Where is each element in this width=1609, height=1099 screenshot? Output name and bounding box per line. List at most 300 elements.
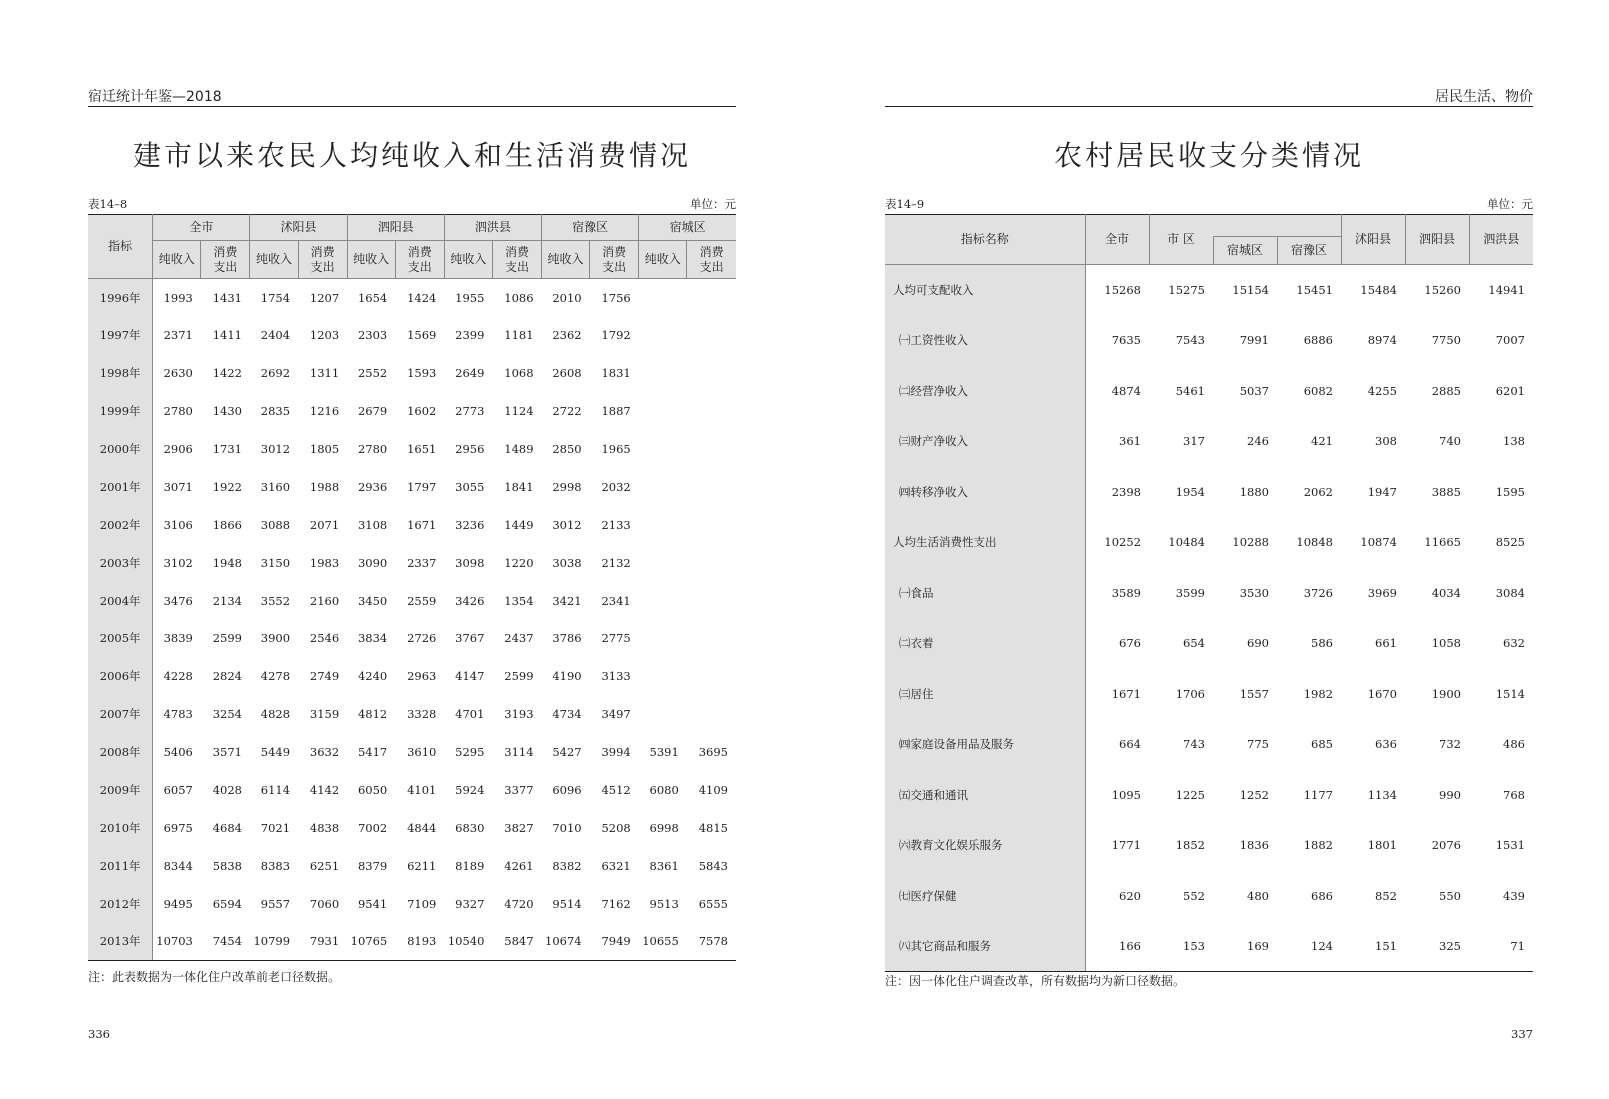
value-cell: 3599	[1175, 585, 1205, 600]
value-cell: 1852	[1175, 838, 1205, 853]
value-cell: 6114	[260, 783, 291, 798]
table-row	[885, 820, 1533, 871]
table-row	[885, 871, 1533, 922]
value-cell: 7635	[1111, 333, 1141, 348]
value-cell: 743	[1183, 737, 1205, 752]
value-cell: 3476	[163, 593, 193, 608]
value-cell: 1947	[1367, 484, 1397, 499]
value-cell: 1354	[504, 593, 534, 608]
value-cell: 1225	[1175, 787, 1205, 802]
table-row	[88, 354, 736, 392]
value-cell: 4720	[504, 896, 534, 911]
value-cell: 6211	[407, 858, 437, 873]
value-cell: 2885	[1431, 383, 1461, 398]
value-cell	[687, 279, 736, 317]
value-cell: 1754	[260, 290, 291, 305]
value-cell: 5461	[1175, 383, 1205, 398]
value-cell: 3839	[163, 631, 193, 646]
value-cell: 10288	[1232, 535, 1269, 550]
value-cell: 1651	[407, 442, 437, 456]
value-cell: 2824	[212, 669, 242, 684]
value-cell: 3497	[601, 707, 631, 722]
table-row	[885, 568, 1533, 619]
value-cell: 1792	[601, 328, 631, 343]
value-cell: 8344	[163, 858, 193, 873]
indicator-cell: ㈠工资性收入	[885, 315, 1085, 366]
region-header: 宿城区	[639, 215, 736, 241]
value-cell: 2835	[260, 404, 291, 419]
table-row	[88, 620, 736, 658]
value-cell: 1411	[212, 328, 242, 343]
value-cell: 3571	[212, 745, 242, 760]
table-code-left: 表14–8	[88, 197, 128, 211]
subheader-spending: 消费支出	[201, 241, 250, 279]
value-cell: 1965	[601, 442, 631, 456]
table-row	[885, 366, 1533, 417]
indicator-name-header: 指标名称	[885, 215, 1085, 265]
value-cell: 2559	[407, 593, 437, 608]
value-cell: 1220	[504, 555, 534, 570]
value-cell: 1706	[1175, 686, 1205, 701]
value-cell: 4278	[260, 669, 291, 684]
value-cell: 361	[1119, 434, 1141, 449]
value-cell: 308	[1375, 434, 1397, 449]
value-cell: 8189	[455, 858, 485, 873]
value-cell: 1430	[212, 404, 242, 419]
value-cell: 7007	[1495, 333, 1525, 348]
year-cell: 2004年	[88, 582, 153, 620]
value-cell: 7931	[298, 923, 347, 961]
value-cell: 2936	[357, 479, 388, 494]
year-cell: 1999年	[88, 392, 153, 430]
value-cell: 2722	[552, 404, 582, 419]
table-row	[88, 695, 736, 733]
value-cell: 3090	[357, 555, 388, 570]
value-cell: 1181	[504, 328, 534, 343]
value-cell: 1058	[1431, 636, 1461, 651]
value-cell: 10799	[250, 923, 298, 961]
value-cell: 9513	[649, 896, 679, 911]
value-cell: 4812	[357, 707, 388, 722]
value-cell: 6975	[163, 820, 193, 835]
table-row	[88, 657, 736, 695]
value-cell	[639, 582, 687, 620]
value-cell	[687, 582, 736, 620]
value-cell: 685	[1311, 737, 1333, 752]
value-cell: 2956	[455, 442, 485, 456]
value-cell: 1671	[1111, 686, 1141, 701]
table-note-right: 注：因一体化住户调查改革，所有数据均为新口径数据。	[885, 974, 1186, 988]
value-cell: 1993	[163, 290, 193, 305]
table-row	[88, 506, 736, 544]
value-cell	[687, 392, 736, 430]
table-row	[885, 719, 1533, 770]
value-cell: 1866	[212, 517, 242, 532]
value-cell: 10874	[1360, 535, 1397, 550]
value-cell: 2371	[163, 328, 193, 343]
value-cell: 3160	[260, 479, 291, 494]
value-cell: 5208	[601, 820, 631, 835]
value-cell: 1654	[357, 290, 388, 305]
value-cell: 1948	[212, 555, 242, 570]
value-cell: 3450	[357, 593, 388, 608]
value-cell	[639, 468, 687, 506]
value-cell: 3236	[455, 517, 485, 532]
value-cell: 654	[1183, 636, 1205, 651]
table-row	[88, 733, 736, 771]
value-cell: 4828	[260, 707, 291, 722]
value-cell: 7543	[1175, 333, 1205, 348]
value-cell: 3767	[455, 631, 485, 646]
value-cell: 1955	[455, 290, 485, 305]
value-cell: 775	[1247, 737, 1269, 752]
year-cell: 2009年	[88, 771, 153, 809]
value-cell: 3071	[163, 479, 193, 494]
value-cell: 1068	[504, 366, 534, 381]
indicator-cell: ㈣转移净收入	[885, 467, 1085, 518]
value-cell: 2341	[601, 593, 631, 608]
table-row	[88, 430, 736, 468]
value-cell: 1134	[1367, 787, 1397, 802]
value-cell: 4240	[357, 669, 388, 684]
value-cell: 4874	[1111, 383, 1141, 398]
value-cell: 4190	[552, 669, 582, 684]
table-row	[885, 416, 1533, 467]
value-cell: 8974	[1367, 333, 1397, 348]
subheader-income: 纯收入	[347, 241, 395, 279]
value-cell: 7750	[1431, 333, 1461, 348]
value-cell: 317	[1183, 434, 1205, 449]
value-cell: 15451	[1296, 283, 1333, 297]
value-cell	[639, 430, 687, 468]
indicator-cell: ㈥教育文化娱乐服务	[885, 820, 1085, 871]
value-cell: 686	[1311, 888, 1333, 903]
value-cell: 4684	[212, 820, 242, 835]
value-cell: 2773	[455, 404, 485, 419]
value-cell: 661	[1375, 636, 1397, 651]
value-cell: 7002	[357, 820, 388, 835]
value-cell: 2160	[309, 593, 340, 608]
value-cell: 2062	[1303, 484, 1333, 499]
value-cell: 636	[1375, 737, 1397, 752]
value-cell: 1424	[407, 290, 437, 305]
value-cell: 7109	[407, 896, 437, 911]
value-cell: 8193	[395, 923, 444, 961]
value-cell: 2437	[504, 631, 534, 646]
value-cell: 439	[1503, 888, 1525, 903]
value-cell: 6830	[455, 820, 485, 835]
value-cell	[639, 279, 687, 317]
value-cell	[687, 544, 736, 582]
table-title-left: 建市以来农民人均纯收入和生活消费情况	[132, 139, 691, 172]
left-page	[88, 0, 736, 1099]
whole-city-header: 全市	[1085, 215, 1149, 265]
value-cell: 1203	[309, 328, 340, 343]
value-cell: 151	[1341, 921, 1405, 972]
indicator-cell: ㈢财产净收入	[885, 416, 1085, 467]
value-cell: 7162	[601, 896, 631, 911]
value-cell: 2132	[601, 555, 631, 570]
value-cell: 1595	[1495, 484, 1525, 499]
value-cell: 3098	[455, 555, 485, 570]
page-number-left: 336	[88, 1027, 110, 1041]
value-cell: 2679	[357, 404, 388, 419]
value-cell: 6096	[552, 783, 582, 798]
value-cell: 3632	[309, 745, 340, 760]
value-cell: 4815	[698, 820, 728, 835]
value-cell: 1841	[504, 479, 534, 494]
subheader-income: 纯收入	[542, 241, 590, 279]
value-cell: 1887	[601, 404, 631, 419]
value-cell: 2726	[407, 631, 437, 646]
table-row	[885, 770, 1533, 821]
value-cell: 7060	[309, 896, 340, 911]
year-cell: 2011年	[88, 847, 153, 885]
value-cell: 3055	[455, 479, 485, 494]
value-cell: 5391	[649, 745, 679, 760]
value-cell: 1771	[1111, 838, 1141, 853]
value-cell: 3193	[504, 707, 534, 722]
value-cell: 138	[1503, 434, 1525, 449]
rural-income-expenditure-table	[885, 214, 1533, 972]
value-cell: 2749	[309, 669, 340, 684]
value-cell: 9557	[260, 896, 291, 911]
value-cell: 664	[1119, 737, 1141, 752]
value-cell: 1801	[1367, 838, 1397, 853]
value-cell: 1983	[309, 555, 340, 570]
subheader-spending: 消费支出	[395, 241, 444, 279]
table-row	[88, 316, 736, 354]
value-cell: 7010	[552, 820, 582, 835]
table-row	[88, 544, 736, 582]
value-cell: 632	[1503, 636, 1525, 651]
value-cell: 3827	[504, 820, 534, 835]
value-cell: 2608	[552, 366, 582, 381]
value-cell: 1671	[407, 517, 437, 532]
value-cell: 4734	[552, 707, 582, 722]
table-row	[885, 669, 1533, 720]
value-cell: 2692	[260, 366, 291, 381]
value-cell: 3695	[698, 745, 728, 760]
value-cell: 2775	[601, 631, 631, 646]
subheader-spending: 消费支出	[492, 241, 541, 279]
value-cell: 3589	[1111, 585, 1141, 600]
value-cell: 3530	[1239, 585, 1269, 600]
value-cell: 486	[1503, 737, 1525, 752]
value-cell	[687, 354, 736, 392]
value-cell: 8525	[1495, 535, 1525, 550]
right-page	[885, 0, 1533, 1099]
table-row	[88, 771, 736, 809]
value-cell: 2010	[552, 290, 582, 305]
value-cell	[639, 354, 687, 392]
income-consumption-table	[88, 214, 736, 961]
value-cell: 3159	[309, 707, 340, 722]
value-cell	[687, 695, 736, 733]
value-cell: 1514	[1495, 686, 1525, 701]
value-cell: 3426	[455, 593, 485, 608]
value-cell: 3088	[260, 517, 291, 532]
value-cell: 4142	[309, 783, 340, 798]
value-cell: 8379	[357, 858, 388, 873]
value-cell: 852	[1375, 888, 1397, 903]
table-unit-left: 单位：元	[690, 197, 736, 211]
value-cell: 1756	[601, 290, 631, 305]
value-cell	[639, 506, 687, 544]
year-cell: 2010年	[88, 809, 153, 847]
value-cell: 550	[1439, 888, 1461, 903]
value-cell: 10540	[444, 923, 492, 961]
value-cell: 4701	[455, 707, 485, 722]
value-cell: 10484	[1168, 535, 1205, 550]
value-cell: 1086	[504, 290, 534, 305]
value-cell: 3012	[552, 517, 582, 532]
value-cell: 5417	[357, 745, 388, 760]
value-cell: 421	[1311, 434, 1333, 449]
value-cell: 7949	[590, 923, 639, 961]
value-cell: 2032	[601, 479, 631, 494]
value-cell: 4783	[163, 707, 193, 722]
value-cell: 1124	[504, 404, 534, 419]
value-cell: 2404	[260, 328, 291, 343]
table-row	[88, 885, 736, 923]
value-cell: 8382	[552, 858, 582, 873]
subheader-spending: 消费支出	[590, 241, 639, 279]
year-cell: 1997年	[88, 316, 153, 354]
table-row	[885, 517, 1533, 568]
value-cell: 5037	[1239, 383, 1269, 398]
value-cell: 2599	[212, 631, 242, 646]
value-cell: 4512	[601, 783, 631, 798]
value-cell: 2599	[504, 669, 534, 684]
value-cell: 2630	[163, 366, 193, 381]
year-cell: 2005年	[88, 620, 153, 658]
value-cell: 2398	[1111, 484, 1141, 499]
value-cell: 3726	[1303, 585, 1333, 600]
value-cell: 3421	[552, 593, 582, 608]
value-cell: 2134	[212, 593, 242, 608]
year-cell: 2008年	[88, 733, 153, 771]
value-cell: 1449	[504, 517, 534, 532]
value-cell: 7454	[201, 923, 250, 961]
value-cell: 124	[1277, 921, 1341, 972]
value-cell	[687, 620, 736, 658]
indicator-cell: ㈤交通和通讯	[885, 770, 1085, 821]
indicator-cell: ㈢居住	[885, 669, 1085, 720]
value-cell: 10252	[1104, 535, 1141, 550]
value-cell: 2780	[163, 404, 193, 419]
table-unit-right: 单位：元	[1487, 197, 1533, 211]
table-title-right: 农村居民收支分类情况	[1053, 139, 1364, 172]
value-cell: 1422	[212, 366, 242, 381]
indicator-cell: ㈠食品	[885, 568, 1085, 619]
value-cell: 8361	[649, 858, 679, 873]
indicator-cell: ㈦医疗保健	[885, 871, 1085, 922]
value-cell: 1982	[1303, 686, 1333, 701]
value-cell: 9514	[552, 896, 582, 911]
value-cell: 1670	[1367, 686, 1397, 701]
value-cell: 690	[1247, 636, 1269, 651]
value-cell: 15154	[1232, 283, 1269, 297]
value-cell: 3786	[552, 631, 582, 646]
value-cell: 3133	[601, 669, 631, 684]
value-cell: 3114	[504, 745, 534, 760]
value-cell: 3900	[260, 631, 291, 646]
page-number-right: 337	[1511, 1027, 1533, 1041]
subheader-income: 纯收入	[153, 241, 201, 279]
value-cell: 3102	[163, 555, 193, 570]
value-cell: 246	[1247, 434, 1269, 449]
year-cell: 2002年	[88, 506, 153, 544]
value-cell: 9327	[455, 896, 485, 911]
value-cell: 10655	[639, 923, 687, 961]
running-head-left: 宿迁统计年鉴—2018	[88, 86, 736, 107]
value-cell: 6555	[698, 896, 728, 911]
region-header: 沭阳县	[250, 215, 347, 241]
value-cell: 1593	[407, 366, 437, 381]
value-cell: 1797	[407, 479, 437, 494]
table-row	[88, 582, 736, 620]
value-cell: 7021	[260, 820, 291, 835]
value-cell: 5843	[698, 858, 728, 873]
value-cell: 4228	[163, 669, 193, 684]
table-code-right: 表14–9	[885, 197, 925, 211]
value-cell: 6321	[601, 858, 631, 873]
value-cell: 4838	[309, 820, 340, 835]
value-cell: 3885	[1431, 484, 1461, 499]
indicator-cell: 人均可支配收入	[885, 265, 1085, 316]
value-cell: 2546	[309, 631, 340, 646]
table-meta-left	[88, 196, 736, 212]
value-cell: 2780	[357, 442, 388, 456]
value-cell: 6998	[649, 820, 679, 835]
value-cell: 2303	[357, 328, 388, 343]
year-cell: 2006年	[88, 657, 153, 695]
region-header: 泗洪县	[444, 215, 541, 241]
value-cell: 6251	[309, 858, 340, 873]
year-cell: 2013年	[88, 923, 153, 961]
value-cell: 3834	[357, 631, 388, 646]
region-header: 全市	[153, 215, 250, 241]
sucheng-header: 宿城区	[1213, 237, 1277, 265]
table-row	[88, 392, 736, 430]
value-cell: 676	[1119, 636, 1141, 651]
table-row	[88, 468, 736, 506]
value-cell: 5427	[552, 745, 582, 760]
value-cell: 1311	[309, 366, 340, 381]
value-cell: 6082	[1303, 383, 1333, 398]
value-cell: 6057	[163, 783, 193, 798]
value-cell: 3552	[260, 593, 291, 608]
value-cell: 8383	[260, 858, 291, 873]
subheader-income: 纯收入	[639, 241, 687, 279]
value-cell: 1207	[309, 290, 340, 305]
year-cell: 2000年	[88, 430, 153, 468]
value-cell: 4028	[212, 783, 242, 798]
value-cell	[639, 657, 687, 695]
table-row	[88, 809, 736, 847]
value-cell: 3328	[407, 707, 437, 722]
value-cell: 1900	[1431, 686, 1461, 701]
value-cell: 15484	[1360, 283, 1397, 297]
value-cell: 732	[1439, 737, 1461, 752]
value-cell: 1882	[1303, 838, 1333, 853]
value-cell: 7578	[687, 923, 736, 961]
urban-header-spacer	[1213, 215, 1341, 237]
value-cell: 4109	[698, 783, 728, 798]
value-cell	[687, 506, 736, 544]
value-cell: 166	[1085, 921, 1149, 972]
